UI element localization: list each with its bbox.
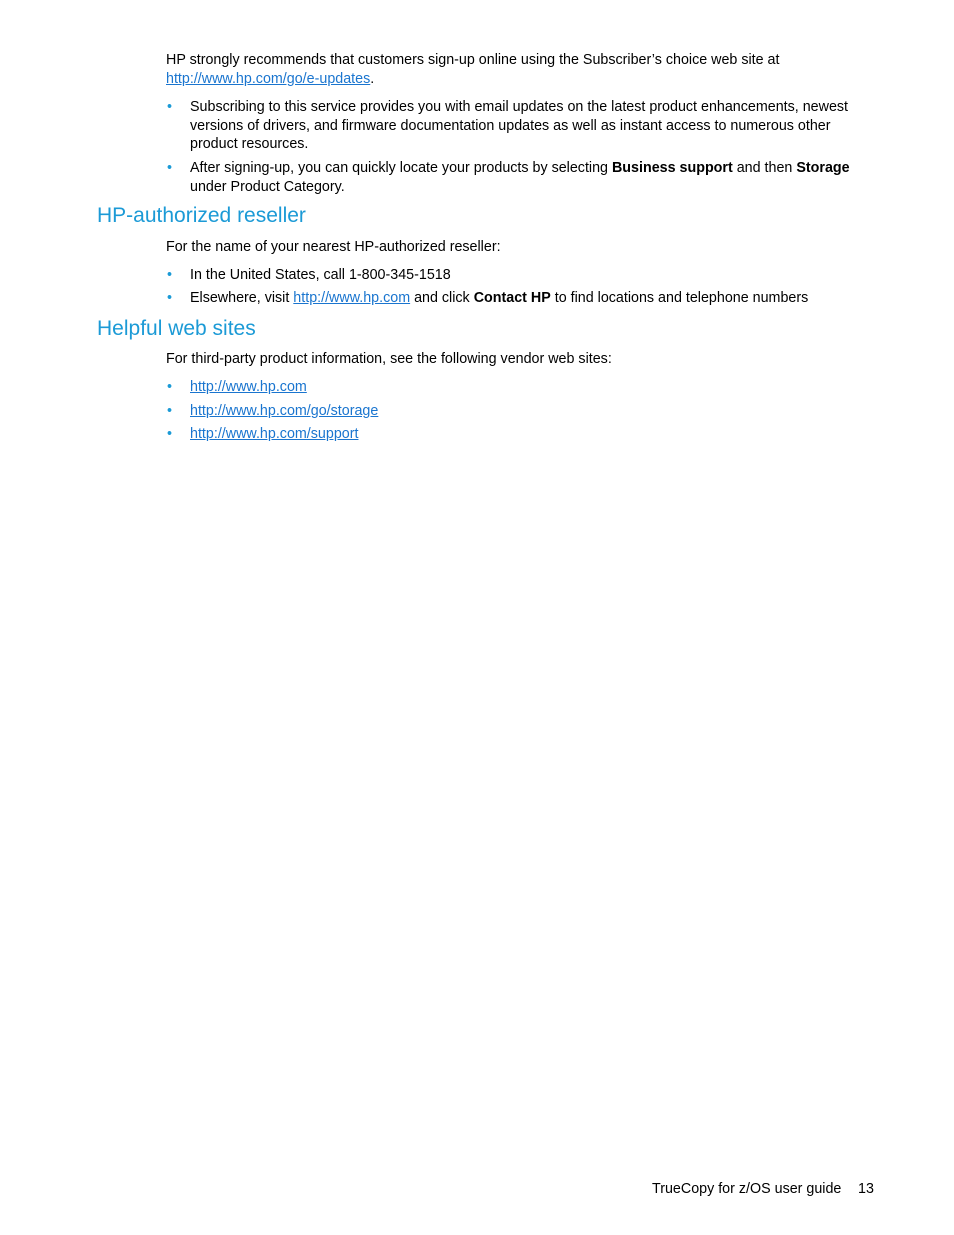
bullet-icon <box>167 378 179 397</box>
hp-com-link[interactable]: http://www.hp.com <box>293 290 411 306</box>
reseller-item-elsewhere: Elsewhere, visit http://www.hp.com and click Contact HP to find locations and telephone numbers <box>190 290 809 306</box>
intro-period: . <box>370 70 375 87</box>
intro-paragraph <box>166 51 876 88</box>
website-link-storage[interactable]: http://www.hp.com/go/storage <box>190 403 379 419</box>
website-item <box>190 425 880 444</box>
business-support-label: Business support <box>611 160 733 176</box>
subscriber-bullet-2: After signing-up, you can quickly locate your products by selecting Business support and then Storage under Product Category. <box>190 160 850 195</box>
footer-title: TrueCopy for z/OS user guide <box>652 1181 842 1197</box>
reseller-intro: For the name of your nearest HP-authorized reseller: <box>166 239 501 255</box>
intro-text: HP strongly recommends that customers sign-up online using the Subscriber’s choice web site at <box>166 52 780 68</box>
bullet-icon <box>167 425 179 444</box>
website-link-hp[interactable]: http://www.hp.com <box>190 379 307 395</box>
website-item <box>190 378 880 397</box>
websites-intro: For third-party product information, see the following vendor web sites: <box>166 351 612 367</box>
e-updates-link[interactable]: http://www.hp.com/go/e-updates <box>166 70 371 87</box>
reseller-heading: HP-authorized reseller <box>97 204 306 227</box>
bullet-icon <box>167 402 179 421</box>
website-item <box>190 402 880 421</box>
bullet-icon <box>167 98 179 117</box>
contact-hp-label: Contact HP <box>473 290 551 306</box>
subscriber-bullet-1: Subscribing to this service provides you with email updates on the latest product enhancements, newest versions of drivers, and firmware documentation updates as well as instant access to numerous other product resources. <box>190 99 849 153</box>
website-link-support[interactable]: http://www.hp.com/support <box>190 426 359 442</box>
bullet-icon <box>167 289 179 308</box>
storage-label: Storage <box>796 160 850 176</box>
reseller-item-us: In the United States, call 1-800-345-1518 <box>190 267 451 283</box>
page-number: 13 <box>858 1181 874 1197</box>
bullet-icon <box>167 266 179 285</box>
websites-heading: Helpful web sites <box>97 317 256 340</box>
bullet-icon <box>167 159 179 178</box>
